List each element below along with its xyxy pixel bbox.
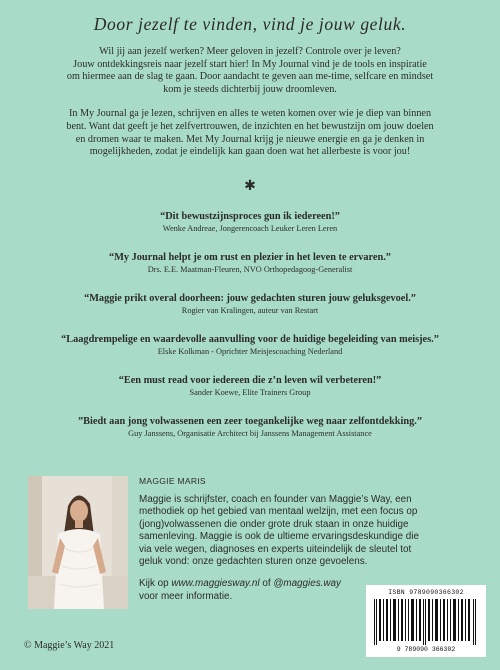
testimonial-author: Elske Kolkman - Oprichter Meisjescoaching Nederland (157, 347, 343, 356)
barcode-bars-icon (372, 599, 480, 645)
intro-line: Jouw ontdekkingsreis naar jezelf start hier! In My Journal vind je de tools en inspiratie (73, 58, 427, 70)
intro-line: mogelijkheden, zodat je eindelijk kan gaan doen wat het allerbeste is voor jou! (89, 146, 411, 158)
testimonial-quote: “Dit bewustzijnsproces gun ik iedereen!” (160, 211, 340, 222)
testimonial (20, 334, 480, 357)
website-link[interactable]: www.maggiesway.nl (171, 578, 260, 590)
testimonial-quote: “Laagdrempelige en waardevolle aanvulling voor de huidige begeleiding van meisjes.” (61, 334, 439, 345)
bio-line: (jong)volwassenen die onder grote druk staan in onze huidige (139, 518, 409, 530)
testimonial-author: Drs. E.E. Maatman-Fleuren, NVO Orthopedagoog-Generalist (147, 265, 353, 274)
testimonial (20, 375, 480, 398)
contact-prefix: Kijk op (139, 578, 172, 590)
intro-paragraph-1 (20, 46, 480, 96)
intro-line: kom je steeds dichterbij jouw droomleven. (163, 83, 337, 95)
intro-line: In My Journal ga je lezen, schrijven en alles te weten komen over wie je diep van binnen (68, 108, 432, 120)
testimonial (20, 252, 480, 275)
bio-line: via vele wegen, diagnoses en experts uiteindelijk de sleutel tot (139, 543, 412, 555)
testimonial-quote: ”Biedt aan jong volwassenen een zeer toegankelijke weg naar zelfontdekking.” (78, 416, 422, 427)
bio-line: samenleving. Maggie is ook de ultieme ervaringsdeskundige die (139, 531, 419, 543)
author-photo (28, 476, 128, 609)
testimonial-author: Sander Koewe, Elite Trainers Group (189, 388, 311, 397)
bio-line: methodiek op het gebied van mentaal welzijn, met een focus op (139, 506, 418, 518)
testimonial-author: Wenke Andreae, Jongerencoach Leuker Leren Leren (162, 224, 338, 233)
copyright: © Maggie’s Way 2021 (24, 640, 115, 651)
testimonial (20, 211, 480, 234)
headline: Door jezelf te vinden, vind je jouw geluk. (93, 14, 407, 34)
barcode-digits: 9 789090 366302 (396, 646, 456, 653)
testimonials (20, 211, 480, 457)
bio-line: geluk vond: onze gedachten sturen onze gevoelens. (139, 556, 368, 568)
testimonial-quote: “Maggie prikt overal doorheen: jouw gedachten sturen jouw geluksgevoel.” (84, 293, 416, 304)
intro-line: om hiermee aan de slag te gaan. Door aandacht te geven aan me-time, selfcare en mindset (66, 71, 434, 83)
contact-suffix: voor meer informatie. (139, 590, 233, 602)
barcode (366, 585, 486, 657)
testimonial (20, 416, 480, 439)
testimonial (20, 293, 480, 316)
testimonial-quote: “My Journal helpt je om rust en plezier in het leven te ervaren.” (109, 252, 391, 263)
social-handle-link[interactable]: @maggies.way (273, 578, 341, 590)
testimonial-quote: “Een must read voor iedereen die z’n leven wil verbeteren!” (118, 375, 382, 386)
isbn-label: ISBN 9789090366302 (388, 589, 464, 596)
testimonial-author: Guy Janssens, Organisatie Architect bij Janssens Management Assistance (128, 429, 372, 438)
intro-line: bent. Want dat geeft je het zelfvertrouwen, de inzichten en het bewustzijn om jouw doelen (66, 120, 434, 132)
bio-line: Maggie is schrijfster, coach en founder van Maggie’s Way, een (139, 494, 412, 505)
divider-star-icon: ✱ (244, 179, 256, 194)
intro-line: en dromen waar te maken. Met My Journal krijg je nieuwe energie en ga je denken in (75, 133, 425, 145)
author-name: MAGGIE MARIS (139, 476, 206, 486)
intro-text (20, 46, 480, 171)
intro-paragraph-2 (20, 108, 480, 158)
testimonial-author: Rogier van Kralingen, auteur van Restart (181, 306, 319, 315)
bio-paragraph (139, 494, 474, 568)
contact-middle: of (259, 578, 274, 590)
intro-line: Wil jij aan jezelf werken? Meer geloven in jezelf? Controle over je leven? (99, 46, 401, 57)
